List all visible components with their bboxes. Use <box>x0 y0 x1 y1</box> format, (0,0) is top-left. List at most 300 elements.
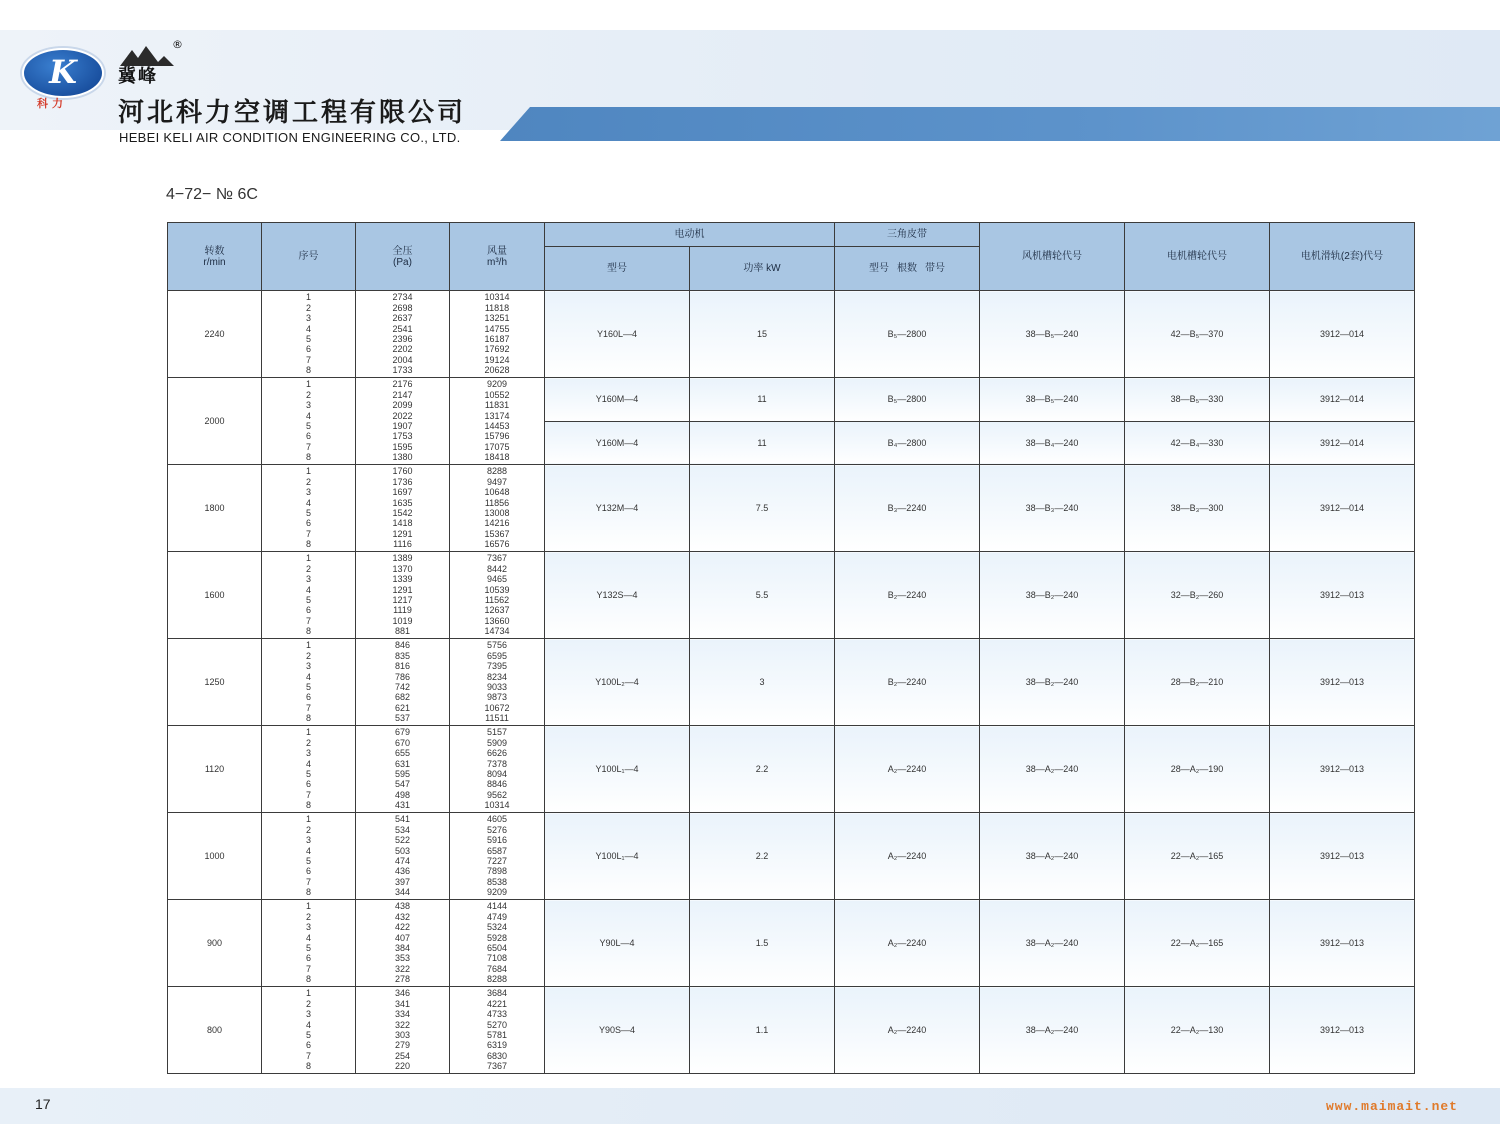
flow-value: 9033 <box>486 682 508 692</box>
flow-value: 5909 <box>486 737 508 748</box>
pressure-value: 432 <box>394 911 411 922</box>
pressure-value: 407 <box>394 932 411 943</box>
pressure-value: 547 <box>394 779 411 790</box>
motor-model-cell: Y132S—4 <box>545 552 690 639</box>
seq-value: 7 <box>305 702 311 713</box>
motor-power-cell: 2.2 <box>690 726 835 813</box>
flow-value: 5324 <box>486 922 508 933</box>
flow-cell <box>450 900 545 987</box>
pressure-cell <box>356 465 450 552</box>
flow-value: 6587 <box>486 845 508 856</box>
header-seq: 序号 <box>262 223 356 291</box>
seq-value: 2 <box>305 302 311 313</box>
pressure-value: 670 <box>394 737 411 748</box>
flow-list <box>450 292 544 375</box>
pressure-value: 682 <box>394 692 411 703</box>
pressure-value: 1370 <box>392 563 413 574</box>
header-pressure-label: 全压 <box>392 245 413 257</box>
flow-value: 14755 <box>484 323 510 334</box>
flow-value: 7395 <box>486 661 508 672</box>
header-flow-label: 风量 <box>487 245 507 257</box>
header-flow <box>450 223 545 291</box>
seq-value: 3 <box>305 748 311 759</box>
flow-value: 10552 <box>484 389 510 400</box>
pressure-value: 2202 <box>392 344 413 355</box>
fan-pulley-cell: 38—B₄—240 <box>980 421 1125 465</box>
fan-performance-table <box>167 222 1415 1074</box>
pressure-value: 254 <box>394 1050 411 1061</box>
flow-value: 14734 <box>484 626 510 637</box>
flow-value: 11511 <box>485 713 509 724</box>
seq-list <box>262 640 355 723</box>
pressure-value: 1635 <box>392 497 413 508</box>
pressure-value: 2147 <box>392 389 413 400</box>
pressure-value: 498 <box>394 789 411 800</box>
header-belt-type: 型号 <box>869 263 889 274</box>
pressure-value: 1595 <box>392 441 413 452</box>
seq-value: 5 <box>305 508 311 518</box>
pressure-value: 220 <box>394 1061 411 1072</box>
flow-value: 19124 <box>484 354 510 365</box>
motor-model-cell: Y90L—4 <box>545 900 690 987</box>
pressure-value: 655 <box>394 748 411 759</box>
pressure-cell <box>356 291 450 378</box>
seq-value: 6 <box>305 779 311 790</box>
seq-value: 3 <box>305 487 311 498</box>
pressure-value: 2004 <box>392 354 413 365</box>
speed-cell: 1800 <box>168 465 262 552</box>
flow-value: 6830 <box>486 1050 508 1061</box>
speed-cell: 1120 <box>168 726 262 813</box>
flow-cell <box>450 465 545 552</box>
pressure-value: 436 <box>394 866 411 877</box>
motor-pulley-cell: 32—B₂—260 <box>1125 552 1270 639</box>
flow-cell <box>450 552 545 639</box>
header-speed-unit: r/min <box>203 256 226 268</box>
seq-value: 4 <box>305 323 311 334</box>
pressure-value: 397 <box>394 876 411 887</box>
table-row <box>168 639 1415 726</box>
pressure-list <box>356 379 449 462</box>
seq-value: 5 <box>305 421 311 431</box>
seq-value: 1 <box>305 640 311 651</box>
motor-power-cell: 1.1 <box>690 987 835 1074</box>
seq-value: 4 <box>305 758 311 769</box>
flow-value: 10648 <box>484 487 510 498</box>
seq-value: 3 <box>305 313 311 324</box>
flow-cell <box>450 378 545 465</box>
flow-value: 15367 <box>484 528 510 539</box>
seq-value: 7 <box>305 528 311 539</box>
logo-letter: K <box>49 53 77 91</box>
pressure-value: 322 <box>394 963 411 974</box>
pressure-list <box>356 466 449 549</box>
flow-value: 7227 <box>486 856 508 866</box>
brand-name: 冀峰 <box>118 66 158 87</box>
header-motor-pulley: 电机槽轮代号 <box>1125 223 1270 291</box>
seq-value: 2 <box>305 911 311 922</box>
slide-rail-cell: 3912—013 <box>1270 900 1415 987</box>
flow-value: 7378 <box>486 758 508 769</box>
flow-value: 5781 <box>486 1030 508 1040</box>
fan-pulley-cell: 38—B₂—240 <box>980 552 1125 639</box>
seq-value: 5 <box>305 943 311 953</box>
motor-power-cell: 7.5 <box>690 465 835 552</box>
seq-value: 6 <box>305 692 311 703</box>
seq-value: 2 <box>305 650 311 661</box>
pressure-list <box>356 901 449 984</box>
pressure-value: 537 <box>394 713 411 724</box>
seq-value: 7 <box>305 789 311 800</box>
flow-list <box>450 814 544 897</box>
seq-value: 1 <box>305 901 311 912</box>
flow-value: 9497 <box>486 476 508 487</box>
seq-list <box>262 988 355 1071</box>
motor-pulley-cell: 22—A₂—165 <box>1125 900 1270 987</box>
flow-value: 16187 <box>484 334 510 344</box>
motor-model-cell: Y160M—4 <box>545 421 690 465</box>
flow-value: 9209 <box>486 379 508 390</box>
pressure-list <box>356 292 449 375</box>
seq-value: 6 <box>305 866 311 877</box>
flow-value: 4749 <box>486 911 508 922</box>
seq-value: 6 <box>305 431 311 442</box>
seq-value: 5 <box>305 595 311 605</box>
pressure-value: 786 <box>394 671 411 682</box>
seq-value: 3 <box>305 400 311 411</box>
flow-value: 13008 <box>484 508 510 518</box>
table-row <box>168 726 1415 813</box>
flow-value: 11818 <box>484 302 510 313</box>
fan-pulley-cell: 38—B₃—240 <box>980 465 1125 552</box>
header-motor-model: 型号 <box>545 247 690 291</box>
pressure-cell <box>356 900 450 987</box>
pressure-value: 631 <box>394 758 411 769</box>
seq-value: 8 <box>305 974 311 985</box>
pressure-value: 1418 <box>392 518 413 529</box>
flow-value: 8538 <box>486 876 508 887</box>
flow-value: 17692 <box>484 344 510 355</box>
motor-model-cell: Y100L₁—4 <box>545 726 690 813</box>
slide-rail-cell: 3912—013 <box>1270 987 1415 1074</box>
seq-cell <box>262 465 356 552</box>
page-number: 17 <box>35 1096 51 1112</box>
company-logo <box>22 48 104 98</box>
seq-value: 3 <box>305 574 311 585</box>
belt-cell: B₂—2240 <box>835 552 980 639</box>
fan-pulley-cell: 38—A₂—240 <box>980 726 1125 813</box>
seq-value: 4 <box>305 584 311 595</box>
speed-cell: 900 <box>168 900 262 987</box>
pressure-value: 2541 <box>392 323 413 334</box>
flow-value: 5270 <box>486 1019 508 1030</box>
motor-pulley-cell: 28—B₂—210 <box>1125 639 1270 726</box>
pressure-list <box>356 988 449 1071</box>
motor-model-cell: Y160L—4 <box>545 291 690 378</box>
slide-rail-cell: 3912—014 <box>1270 421 1415 465</box>
registered-mark: ® <box>172 38 183 51</box>
fan-pulley-cell: 38—A₂—240 <box>980 987 1125 1074</box>
motor-pulley-cell: 22—A₂—165 <box>1125 813 1270 900</box>
speed-cell: 2240 <box>168 291 262 378</box>
table-row <box>168 552 1415 639</box>
fan-pulley-cell: 38—B₅—240 <box>980 291 1125 378</box>
pressure-value: 2734 <box>392 292 413 303</box>
pressure-value: 1380 <box>392 452 413 463</box>
pressure-value: 503 <box>394 845 411 856</box>
pressure-value: 1291 <box>392 528 413 539</box>
seq-value: 1 <box>305 553 311 564</box>
pressure-value: 384 <box>394 943 411 953</box>
speed-cell: 2000 <box>168 378 262 465</box>
seq-value: 5 <box>305 769 311 779</box>
pressure-value: 422 <box>394 922 411 933</box>
pressure-value: 1733 <box>392 365 413 376</box>
flow-value: 20628 <box>484 365 510 376</box>
speed-cell: 1600 <box>168 552 262 639</box>
seq-value: 4 <box>305 932 311 943</box>
pressure-value: 522 <box>394 835 411 846</box>
flow-value: 11856 <box>484 497 510 508</box>
pressure-value: 1542 <box>392 508 413 518</box>
flow-cell <box>450 726 545 813</box>
speed-cell: 800 <box>168 987 262 1074</box>
pressure-list <box>356 814 449 897</box>
belt-cell: B₄—2800 <box>835 421 980 465</box>
seq-value: 1 <box>305 814 311 825</box>
pressure-value: 1760 <box>392 466 413 477</box>
flow-value: 7898 <box>486 866 508 877</box>
seq-value: 7 <box>305 354 311 365</box>
seq-value: 3 <box>305 835 311 846</box>
flow-list <box>450 466 544 549</box>
header-belt-sub <box>835 247 980 291</box>
flow-value: 11831 <box>484 400 510 411</box>
flow-value: 9209 <box>486 887 508 898</box>
seq-value: 6 <box>305 953 311 964</box>
flow-cell <box>450 987 545 1074</box>
seq-value: 8 <box>305 626 311 637</box>
flow-list <box>450 379 544 462</box>
pressure-value: 2637 <box>392 313 413 324</box>
pressure-value: 1116 <box>393 539 412 550</box>
header-speed <box>168 223 262 291</box>
seq-value: 3 <box>305 661 311 672</box>
flow-value: 5916 <box>486 835 508 846</box>
seq-value: 2 <box>305 476 311 487</box>
seq-value: 1 <box>305 292 311 303</box>
flow-value: 4733 <box>486 1009 508 1020</box>
pressure-value: 2022 <box>392 410 413 421</box>
flow-value: 10539 <box>484 584 510 595</box>
pressure-value: 1339 <box>392 574 413 585</box>
header-blue-stripe <box>500 107 1500 141</box>
pressure-cell <box>356 987 450 1074</box>
flow-value: 5157 <box>486 727 508 738</box>
table-row <box>168 291 1415 378</box>
flow-list <box>450 988 544 1071</box>
seq-value: 8 <box>305 539 311 550</box>
pressure-value: 541 <box>394 814 411 825</box>
belt-cell: A₂—2240 <box>835 900 980 987</box>
header-fan-pulley: 风机槽轮代号 <box>980 223 1125 291</box>
flow-value: 14216 <box>484 518 510 529</box>
header-belt: 三角皮带 <box>835 223 980 247</box>
pressure-value: 1907 <box>392 421 413 431</box>
motor-power-cell: 5.5 <box>690 552 835 639</box>
header-slide-rail: 电机滑轨(2套)代号 <box>1270 223 1415 291</box>
seq-list <box>262 466 355 549</box>
flow-value: 8846 <box>486 779 508 790</box>
flow-value: 12637 <box>484 605 510 616</box>
flow-value: 7108 <box>486 953 508 964</box>
pressure-cell <box>356 552 450 639</box>
flow-value: 8442 <box>486 563 508 574</box>
flow-cell <box>450 291 545 378</box>
pressure-value: 621 <box>394 702 411 713</box>
speed-cell: 1250 <box>168 639 262 726</box>
flow-value: 7367 <box>486 1061 508 1072</box>
pressure-value: 835 <box>394 650 411 661</box>
seq-value: 8 <box>305 800 311 811</box>
pressure-value: 431 <box>394 800 411 811</box>
pressure-value: 474 <box>394 856 411 866</box>
pressure-value: 278 <box>394 974 411 985</box>
footer-band <box>0 1088 1500 1124</box>
pressure-value: 1291 <box>392 584 413 595</box>
flow-value: 10314 <box>484 800 510 811</box>
motor-pulley-cell: 28—A₂—190 <box>1125 726 1270 813</box>
seq-value: 6 <box>305 518 311 529</box>
seq-cell <box>262 291 356 378</box>
flow-list <box>450 553 544 636</box>
flow-value: 13251 <box>484 313 510 324</box>
slide-rail-cell: 3912—014 <box>1270 378 1415 422</box>
pressure-value: 2396 <box>392 334 413 344</box>
pressure-value: 2176 <box>392 379 413 390</box>
seq-list <box>262 553 355 636</box>
slide-rail-cell: 3912—013 <box>1270 726 1415 813</box>
table-row <box>168 987 1415 1074</box>
motor-model-cell: Y100L₂—4 <box>545 639 690 726</box>
pressure-value: 322 <box>394 1019 411 1030</box>
seq-value: 4 <box>305 1019 311 1030</box>
flow-value: 3684 <box>486 988 508 999</box>
pressure-value: 534 <box>394 824 411 835</box>
seq-value: 7 <box>305 615 311 626</box>
seq-value: 2 <box>305 824 311 835</box>
table-row <box>168 813 1415 900</box>
flow-value: 8234 <box>486 671 508 682</box>
flow-value: 8094 <box>486 769 508 779</box>
flow-value: 7684 <box>486 963 508 974</box>
pressure-value: 346 <box>394 988 411 999</box>
seq-list <box>262 292 355 375</box>
speed-cell: 1000 <box>168 813 262 900</box>
belt-cell: A₂—2240 <box>835 813 980 900</box>
pressure-value: 1019 <box>392 615 413 626</box>
flow-value: 16576 <box>484 539 510 550</box>
seq-value: 7 <box>305 876 311 887</box>
flow-value: 13174 <box>484 410 510 421</box>
pressure-value: 1736 <box>392 476 413 487</box>
slide-rail-cell: 3912—013 <box>1270 813 1415 900</box>
pressure-value: 595 <box>394 769 411 779</box>
flow-value: 10672 <box>484 702 510 713</box>
pressure-value: 2099 <box>392 400 413 411</box>
seq-value: 6 <box>305 344 311 355</box>
flow-list <box>450 727 544 810</box>
seq-value: 4 <box>305 497 311 508</box>
flow-value: 4144 <box>486 901 508 912</box>
motor-model-cell: Y90S—4 <box>545 987 690 1074</box>
pressure-value: 846 <box>394 640 411 651</box>
flow-value: 6595 <box>486 650 508 661</box>
fan-pulley-cell: 38—A₂—240 <box>980 813 1125 900</box>
pressure-cell <box>356 813 450 900</box>
pressure-value: 1697 <box>392 487 413 498</box>
flow-value: 4221 <box>486 998 508 1009</box>
table-row <box>168 900 1415 987</box>
pressure-value: 279 <box>394 1040 411 1051</box>
motor-power-cell: 2.2 <box>690 813 835 900</box>
slide-rail-cell: 3912—014 <box>1270 465 1415 552</box>
motor-model-cell: Y132M—4 <box>545 465 690 552</box>
pressure-value: 742 <box>394 682 411 692</box>
seq-value: 7 <box>305 1050 311 1061</box>
slide-rail-cell: 3912—014 <box>1270 291 1415 378</box>
logo-subtitle: 科力 <box>37 97 67 110</box>
seq-cell <box>262 813 356 900</box>
flow-value: 14453 <box>484 421 510 431</box>
flow-value: 10314 <box>484 292 510 303</box>
motor-pulley-cell: 22—A₂—130 <box>1125 987 1270 1074</box>
pressure-value: 341 <box>394 998 411 1009</box>
motor-power-cell: 3 <box>690 639 835 726</box>
header-motor-power: 功率 kW <box>690 247 835 291</box>
flow-value: 11562 <box>484 595 510 605</box>
seq-value: 6 <box>305 605 311 616</box>
seq-value: 4 <box>305 671 311 682</box>
header-belt-no: 带号 <box>925 263 945 274</box>
fan-pulley-cell: 38—B₅—240 <box>980 378 1125 422</box>
belt-cell: B₃—2240 <box>835 465 980 552</box>
seq-value: 8 <box>305 887 311 898</box>
slide-rail-cell: 3912—013 <box>1270 639 1415 726</box>
header-belt-count: 根数 <box>897 263 917 274</box>
flow-cell <box>450 639 545 726</box>
seq-list <box>262 727 355 810</box>
flow-value: 5756 <box>486 640 508 651</box>
seq-value: 3 <box>305 1009 311 1020</box>
pressure-cell <box>356 639 450 726</box>
motor-power-cell: 15 <box>690 291 835 378</box>
pressure-list <box>356 727 449 810</box>
seq-cell <box>262 552 356 639</box>
flow-list <box>450 901 544 984</box>
flow-value: 9873 <box>486 692 508 703</box>
pressure-value: 2698 <box>392 302 413 313</box>
pressure-value: 438 <box>394 901 411 912</box>
seq-value: 6 <box>305 1040 311 1051</box>
flow-value: 9465 <box>486 574 508 585</box>
seq-value: 4 <box>305 410 311 421</box>
header-motor: 电动机 <box>545 223 835 247</box>
pressure-value: 881 <box>394 626 411 637</box>
pressure-value: 679 <box>394 727 411 738</box>
model-title: 4−72− № 6C <box>166 186 258 203</box>
seq-cell <box>262 900 356 987</box>
